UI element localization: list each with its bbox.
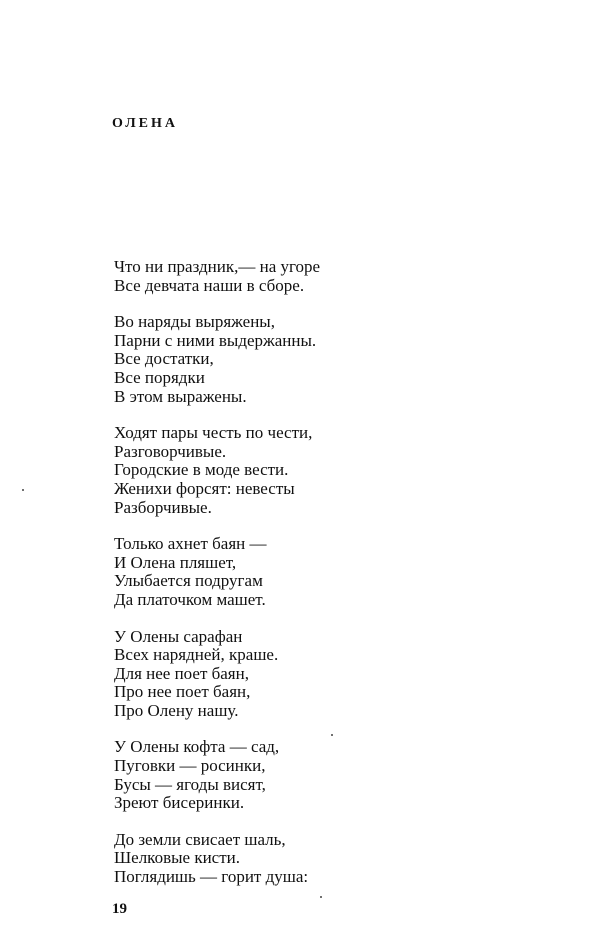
poem-line: Да платочком машет. xyxy=(114,589,266,609)
poem-line: Ходят пары честь по чести, xyxy=(114,423,313,443)
poem-line: Зреют бисеринки. xyxy=(114,793,245,813)
poem-line: Парни с ними выдержанны. xyxy=(114,330,317,350)
poem-line: Поглядишь — горит душа: xyxy=(114,867,309,887)
poem-line: Только ахнет баян — xyxy=(114,534,267,554)
poem-line: Пуговки — росинки, xyxy=(114,756,266,776)
stanza xyxy=(114,424,554,517)
poem-line: У Олены кофта — сад, xyxy=(114,737,280,757)
stanza xyxy=(114,535,554,609)
print-speck xyxy=(331,734,333,736)
page-number: 19 xyxy=(112,901,127,917)
stanza xyxy=(114,738,554,812)
poem-line: Все порядки xyxy=(114,367,205,387)
print-speck xyxy=(320,896,322,898)
poem-line: Бусы — ягоды висят, xyxy=(114,774,266,794)
poem-line: Про Олену нашу. xyxy=(114,700,239,720)
poem-line: До земли свисает шаль, xyxy=(114,829,286,849)
poem-line: У Олены сарафан xyxy=(114,626,243,646)
poem-line: Разборчивые. xyxy=(114,497,212,517)
poem-line: Разговорчивые. xyxy=(114,441,227,461)
poem-line: Женихи форсят: невесты xyxy=(114,478,295,498)
poem-line: Во наряды выряжены, xyxy=(114,312,275,332)
poem-line: Что ни праздник,— на угоре xyxy=(114,257,321,276)
poem-line: В этом выражены. xyxy=(114,386,247,406)
poem-line: Все достатки, xyxy=(114,349,214,369)
poem-line: И Олена пляшет, xyxy=(114,552,237,572)
print-speck xyxy=(22,489,24,491)
poem-title: ОЛЕНА xyxy=(112,116,178,131)
poem-line: Про нее поет баян, xyxy=(114,682,251,702)
stanza xyxy=(114,628,554,721)
stanza xyxy=(114,313,554,406)
poem-line: Шелковые кисти. xyxy=(114,848,240,868)
stanza xyxy=(114,258,554,295)
stanza xyxy=(114,831,554,887)
poem-line: Городские в моде вести. xyxy=(114,460,289,480)
poem-line: Для нее поет баян, xyxy=(114,663,249,683)
poem-line: Улыбается подругам xyxy=(114,571,263,591)
poem-line: Всех нарядней, краше. xyxy=(114,645,279,665)
poem-line: Все девчата наши в сборе. xyxy=(114,275,305,295)
poem-body xyxy=(114,258,554,905)
